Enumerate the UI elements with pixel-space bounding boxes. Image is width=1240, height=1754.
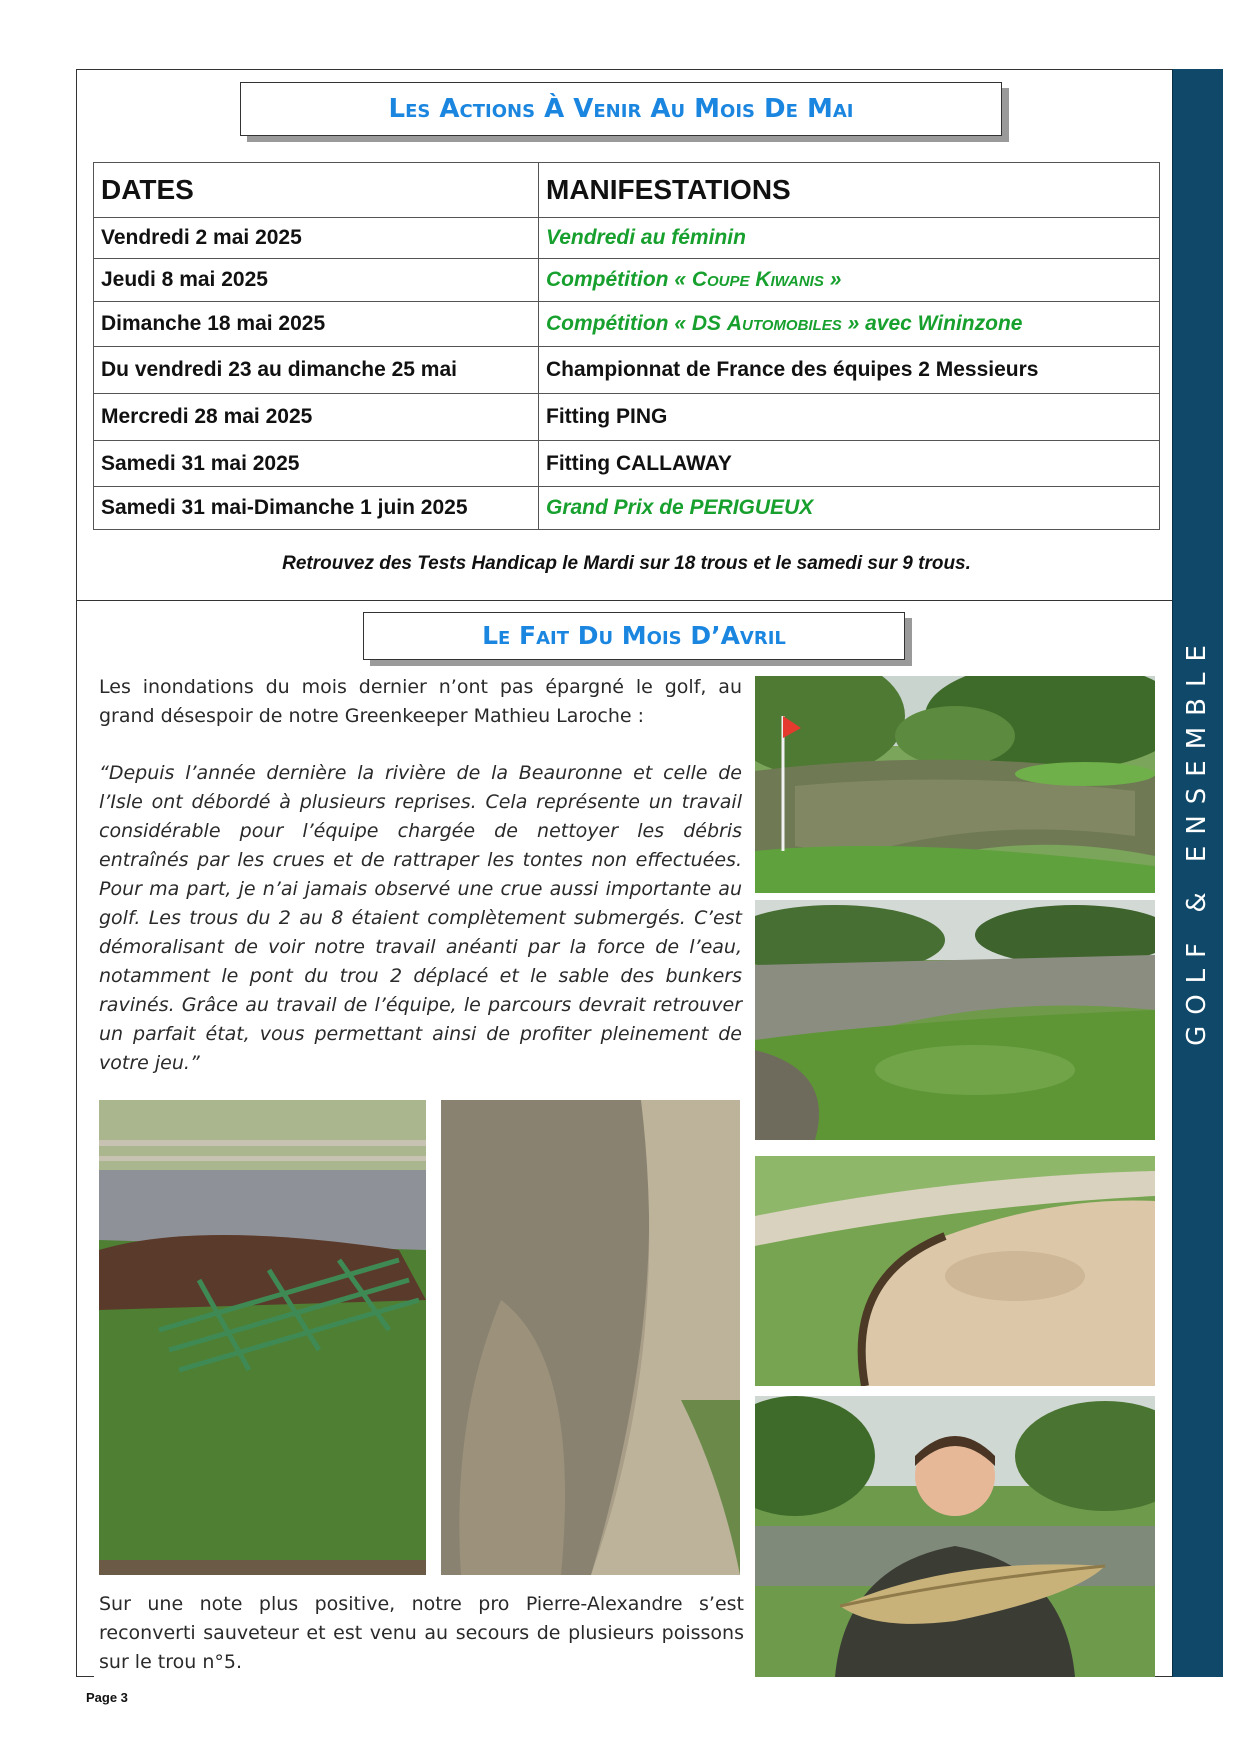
event-caps: Automobiles — [726, 312, 842, 335]
event-suffix: » avec Wininzone — [841, 312, 1023, 335]
table-row — [94, 394, 1160, 441]
event-suffix: » — [823, 268, 842, 291]
row-date: Du vendredi 23 au dimanche 25 mai — [94, 347, 539, 394]
page-number: Page 3 — [86, 1690, 128, 1705]
sidebar-label: GOLF & ENSEMBLE — [1182, 634, 1212, 1046]
event-prefix: Compétition « — [546, 268, 692, 291]
events-table — [93, 162, 1160, 530]
row-event — [539, 259, 1160, 302]
row-event: Fitting PING — [539, 394, 1160, 441]
article-quote: “Depuis l’année dernière la rivière de la Beauronne et celle de l’Isle ont débordé à plusieurs reprises. Cela représente un travail considérable pour l’équipe chargée de nettoyer les débris entraînés par les crues et de rattraper les tontes non effectuées. Pour ma part, je n’ai jamais observé une crue aussi importante au golf. Les trous du 2 au 8 étaient complètement submergés. C’est démoralisant de voir notre travail anéanti par la force de l’eau, notamment le pont du trou 2 déplacé et le sable des bunkers ravinés. Grâce au travail de l’équipe, le parcours devrait retrouver un parfait état, vous permettant ainsi de profiter pleinement de votre jeu.” — [99, 762, 742, 1074]
event-caps: Coupe Kiwanis — [691, 268, 824, 291]
flooded-fairway-photo — [755, 900, 1155, 1140]
table-row — [94, 441, 1160, 487]
frame-bottom-line-right — [1154, 1676, 1174, 1677]
article-closing: Sur une note plus positive, notre pro Pierre-Alexandre s’est reconverti sauveteur et est venu au secours de plusieurs poissons sur le trou n°5. — [99, 1593, 744, 1673]
frame-top-line — [76, 69, 1172, 70]
row-event: Vendredi au féminin — [539, 218, 1160, 259]
row-date: Mercredi 28 mai 2025 — [94, 394, 539, 441]
pro-holding-fish-photo — [755, 1396, 1155, 1677]
table-header-row — [94, 163, 1160, 218]
frame-bottom-line — [76, 1676, 94, 1677]
row-date: Samedi 31 mai-Dimanche 1 juin 2025 — [94, 487, 539, 530]
handicap-note: Retrouvez des Tests Handicap le Mardi sur 18 trous et le samedi sur 9 trous. — [282, 553, 971, 574]
event-prefix: Compétition « DS — [546, 312, 727, 335]
table-row — [94, 347, 1160, 394]
row-date: Dimanche 18 mai 2025 — [94, 302, 539, 347]
table-row — [94, 259, 1160, 302]
row-date: Jeudi 8 mai 2025 — [94, 259, 539, 302]
row-date: Samedi 31 mai 2025 — [94, 441, 539, 487]
header-dates: DATES — [94, 163, 539, 218]
row-event: Championnat de France des équipes 2 Messieurs — [539, 347, 1160, 394]
debris-grate-photo — [99, 1100, 426, 1575]
section-title-fact: Le Fait Du Mois D’Avril — [363, 612, 905, 660]
row-event — [539, 302, 1160, 347]
row-event: Fitting CALLAWAY — [539, 441, 1160, 487]
riverbed-photo — [441, 1100, 740, 1575]
table-row — [94, 302, 1160, 347]
flooded-green-photo — [755, 676, 1155, 893]
table-row — [94, 218, 1160, 259]
washed-bunker-photo — [755, 1156, 1155, 1386]
article-intro: Les inondations du mois dernier n’ont pas épargné le golf, au grand désespoir de notre Greenkeeper Mathieu Laroche : — [99, 676, 742, 727]
table-row — [94, 487, 1160, 530]
header-manifestations: MANIFESTATIONS — [539, 163, 1160, 218]
frame-left-line — [76, 69, 77, 1677]
section-title-upcoming: Les Actions À Venir Au Mois De Mai — [240, 82, 1002, 136]
row-date: Vendredi 2 mai 2025 — [94, 218, 539, 259]
section-divider — [76, 600, 1172, 601]
row-event: Grand Prix de PERIGUEUX — [539, 487, 1160, 530]
